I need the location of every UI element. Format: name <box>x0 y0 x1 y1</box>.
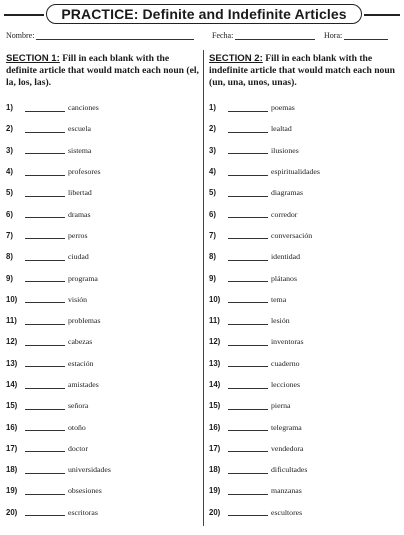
item-number: 1) <box>6 103 13 113</box>
answer-blank[interactable] <box>25 381 65 389</box>
item-number: 7) <box>6 230 13 240</box>
item-number: 15) <box>209 401 221 411</box>
list-item <box>209 353 403 374</box>
item-number: 19) <box>6 486 18 496</box>
noun-word: inventoras <box>271 337 304 347</box>
item-number: 2) <box>209 124 216 134</box>
item-number: 11) <box>6 316 17 326</box>
list-item <box>6 374 200 395</box>
noun-word: corredor <box>271 209 298 219</box>
answer-blank[interactable] <box>25 359 65 367</box>
list-item <box>209 203 403 224</box>
noun-word: escritoras <box>68 507 98 517</box>
item-number: 16) <box>209 422 221 432</box>
answer-blank[interactable] <box>228 466 268 474</box>
list-item <box>6 161 200 182</box>
title-rule-left <box>4 14 44 16</box>
answer-blank[interactable] <box>228 402 268 410</box>
list-item <box>209 502 403 523</box>
answer-blank[interactable] <box>228 444 268 452</box>
item-number: 13) <box>6 358 18 368</box>
noun-word: lesión <box>271 316 290 326</box>
list-item <box>209 459 403 480</box>
noun-word: canciones <box>68 103 99 113</box>
noun-word: pierna <box>271 401 291 411</box>
answer-blank[interactable] <box>228 104 268 112</box>
noun-word: profesores <box>68 167 101 177</box>
item-number: 9) <box>6 273 13 283</box>
section-1-label: SECTION 1: <box>6 53 60 64</box>
list-item <box>6 225 200 246</box>
list-item <box>209 140 403 161</box>
answer-blank[interactable] <box>228 487 268 495</box>
section-2-heading <box>209 53 403 91</box>
item-number: 10) <box>209 294 221 304</box>
list-item <box>6 118 200 139</box>
list-item <box>209 182 403 203</box>
answer-blank[interactable] <box>25 146 65 154</box>
answer-blank[interactable] <box>228 146 268 154</box>
item-number: 7) <box>209 230 216 240</box>
noun-word: ciudad <box>68 252 89 262</box>
answer-blank[interactable] <box>25 317 65 325</box>
section-1 <box>6 53 200 517</box>
list-item <box>6 97 200 118</box>
list-item <box>6 267 200 288</box>
item-number: 3) <box>209 145 216 155</box>
nombre-field <box>6 31 194 40</box>
nombre-label: Nombre: <box>6 31 35 40</box>
list-item <box>209 161 403 182</box>
answer-blank[interactable] <box>25 466 65 474</box>
answer-blank[interactable] <box>25 189 65 197</box>
noun-word: lealtad <box>271 124 292 134</box>
noun-word: cabezas <box>68 337 93 347</box>
list-item <box>6 459 200 480</box>
list-item <box>6 140 200 161</box>
noun-word: otoño <box>68 422 86 432</box>
item-number: 15) <box>6 401 18 411</box>
answer-blank[interactable] <box>228 253 268 261</box>
answer-blank[interactable] <box>25 253 65 261</box>
noun-word: perros <box>68 230 88 240</box>
title-rule-right <box>364 14 400 16</box>
list-item <box>209 118 403 139</box>
noun-word: espiritualidades <box>271 167 320 177</box>
item-number: 18) <box>209 465 221 475</box>
answer-blank[interactable] <box>25 444 65 452</box>
page-title: PRACTICE: Definite and Indefinite Articles <box>46 4 362 24</box>
list-item <box>6 331 200 352</box>
answer-blank[interactable] <box>25 168 65 176</box>
fecha-label: Fecha: <box>212 31 234 40</box>
answer-blank[interactable] <box>25 402 65 410</box>
list-item <box>209 438 403 459</box>
list-item <box>209 331 403 352</box>
section-2-label: SECTION 2: <box>209 53 263 64</box>
noun-word: obsesiones <box>68 486 102 496</box>
answer-blank[interactable] <box>25 487 65 495</box>
noun-word: ilusiones <box>271 145 299 155</box>
item-number: 20) <box>6 507 18 517</box>
list-item <box>6 395 200 416</box>
answer-blank[interactable] <box>25 231 65 239</box>
list-item <box>6 246 200 267</box>
hora-field <box>324 31 388 40</box>
noun-word: manzanas <box>271 486 302 496</box>
student-info-row <box>6 31 398 43</box>
noun-word: amistades <box>68 380 99 389</box>
list-item <box>209 374 403 395</box>
answer-blank[interactable] <box>25 274 65 282</box>
noun-word: sistema <box>68 145 92 155</box>
noun-word: señora <box>68 401 89 411</box>
list-item <box>6 502 200 523</box>
item-number: 14) <box>6 380 18 389</box>
answer-blank[interactable] <box>228 274 268 282</box>
section-1-heading <box>6 53 200 91</box>
column-divider <box>203 50 204 526</box>
noun-word: estación <box>68 358 94 368</box>
item-number: 17) <box>6 443 18 453</box>
noun-word: dificultades <box>271 465 308 475</box>
answer-blank[interactable] <box>228 210 268 218</box>
item-number: 8) <box>209 252 216 262</box>
answer-blank[interactable] <box>228 317 268 325</box>
item-number: 8) <box>6 252 13 262</box>
title-banner <box>4 4 400 26</box>
list-item <box>209 395 403 416</box>
noun-word: libertad <box>68 188 92 198</box>
noun-word: tema <box>271 294 287 304</box>
fecha-blank[interactable] <box>235 31 315 40</box>
noun-word: vendedora <box>271 443 304 453</box>
item-number: 5) <box>209 188 216 198</box>
answer-blank[interactable] <box>25 104 65 112</box>
item-number: 18) <box>6 465 18 475</box>
item-number: 4) <box>209 167 216 177</box>
item-number: 13) <box>209 358 221 368</box>
item-number: 3) <box>6 145 13 155</box>
section-2 <box>209 53 403 517</box>
list-item <box>209 310 403 331</box>
answer-blank[interactable] <box>228 338 268 346</box>
noun-word: lecciones <box>271 380 301 389</box>
noun-word: diagramas <box>271 188 304 198</box>
item-number: 9) <box>209 273 216 283</box>
answer-blank[interactable] <box>25 508 65 516</box>
item-number: 20) <box>209 507 221 517</box>
noun-word: conversación <box>271 230 313 240</box>
section-1-items <box>6 97 200 523</box>
noun-word: cuaderno <box>271 358 300 368</box>
item-number: 10) <box>6 294 18 304</box>
noun-word: universidades <box>68 465 111 475</box>
list-item <box>6 203 200 224</box>
list-item <box>6 353 200 374</box>
list-item <box>209 246 403 267</box>
list-item <box>209 267 403 288</box>
list-item <box>6 480 200 501</box>
noun-word: programa <box>68 273 98 283</box>
item-number: 1) <box>209 103 216 113</box>
item-number: 6) <box>209 209 216 219</box>
noun-word: visión <box>68 294 88 304</box>
noun-word: doctor <box>68 443 88 453</box>
section-1-instructions: Fill in each blank with the definite article that would match each noun (el, la, los, las). <box>6 53 199 88</box>
noun-word: plátanos <box>271 273 297 283</box>
answer-blank[interactable] <box>228 423 268 431</box>
hora-label: Hora: <box>324 31 343 40</box>
noun-word: dramas <box>68 209 91 219</box>
noun-word: escuela <box>68 124 91 134</box>
answer-blank[interactable] <box>228 125 268 133</box>
item-number: 11) <box>209 316 220 326</box>
item-number: 17) <box>209 443 221 453</box>
list-item <box>209 97 403 118</box>
list-item <box>6 182 200 203</box>
answer-blank[interactable] <box>228 189 268 197</box>
item-number: 5) <box>6 188 13 198</box>
item-number: 19) <box>209 486 221 496</box>
item-number: 4) <box>6 167 13 177</box>
noun-word: identidad <box>271 252 301 262</box>
list-item <box>209 225 403 246</box>
hora-blank[interactable] <box>344 31 388 40</box>
item-number: 14) <box>209 380 221 389</box>
answer-blank[interactable] <box>25 295 65 303</box>
nombre-blank[interactable] <box>36 31 194 40</box>
answer-blank[interactable] <box>228 381 268 389</box>
answer-blank[interactable] <box>25 423 65 431</box>
answer-blank[interactable] <box>228 508 268 516</box>
noun-word: escultores <box>271 507 303 517</box>
list-item <box>209 480 403 501</box>
list-item <box>6 416 200 437</box>
list-item <box>209 416 403 437</box>
noun-word: poemas <box>271 103 295 113</box>
list-item <box>6 289 200 310</box>
list-item <box>6 438 200 459</box>
list-item <box>6 310 200 331</box>
answer-blank[interactable] <box>228 168 268 176</box>
section-2-items <box>209 97 403 523</box>
fecha-field <box>212 31 315 40</box>
list-item <box>209 289 403 310</box>
answer-blank[interactable] <box>25 210 65 218</box>
item-number: 6) <box>6 209 13 219</box>
item-number: 12) <box>209 337 221 347</box>
answer-blank[interactable] <box>25 125 65 133</box>
item-number: 2) <box>6 124 13 134</box>
section-2-instructions: Fill in each blank with the indefinite article that would match each noun (un, una, unos, unas). <box>209 53 396 88</box>
noun-word: telegrama <box>271 422 302 432</box>
answer-blank[interactable] <box>228 359 268 367</box>
answer-blank[interactable] <box>25 338 65 346</box>
noun-word: problemas <box>68 316 101 326</box>
item-number: 16) <box>6 422 18 432</box>
answer-blank[interactable] <box>228 295 268 303</box>
item-number: 12) <box>6 337 18 347</box>
answer-blank[interactable] <box>228 231 268 239</box>
